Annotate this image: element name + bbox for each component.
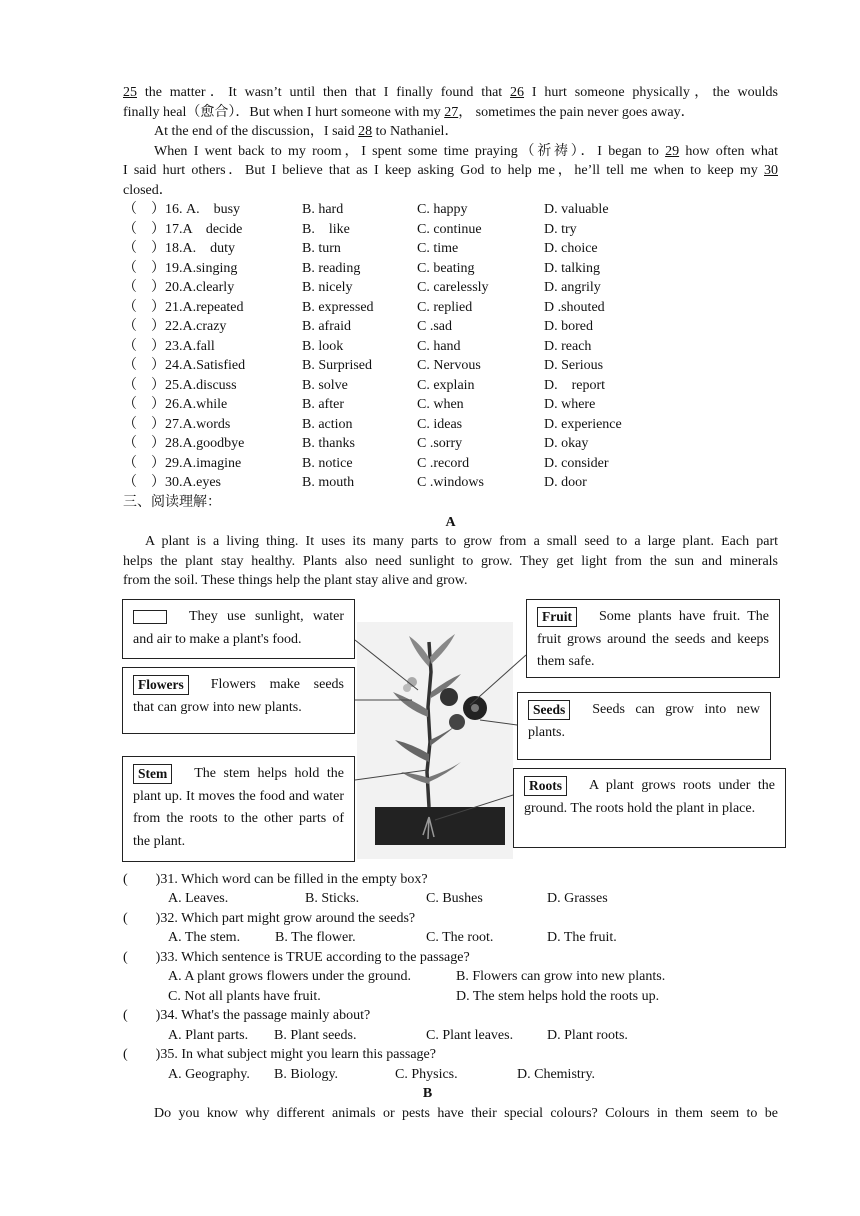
empty-label-box [133, 610, 167, 624]
text: Flowers make seeds that can grow into new plants. [133, 677, 344, 715]
cloze-option-d[interactable]: D. choice [544, 241, 598, 256]
text: I hurt someone physically，the woulds [524, 85, 778, 100]
cloze-option-c[interactable]: C. happy [417, 202, 468, 217]
q34-option-a[interactable]: A. Plant parts. [168, 1028, 249, 1043]
text: I said hurt others．But I believe that as I keep asking God to help me，he’ll tell me when to keep my [123, 163, 764, 178]
blank-25: 25 [123, 85, 137, 100]
cloze-question-option-a[interactable]: （ ）26.A.while [123, 397, 228, 412]
cloze-option-c[interactable]: C. ideas [417, 416, 463, 432]
text: the matter．It wasn’t until then that I finally found that [137, 85, 511, 100]
text: The stem helps hold the plant up. It moves the food and water from the roots to the other parts of the plant. [133, 766, 344, 849]
fruit-label: Fruit [537, 607, 577, 627]
cloze-option-c[interactable]: C. replied [417, 299, 473, 315]
cloze-question-option-a[interactable]: （ ）28.A.goodbye [123, 436, 245, 451]
cloze-option-c[interactable]: C .sad [417, 319, 452, 334]
passage-b-line-1: Do you know why different animals or pests have their special colours? Colours in them seem to be [154, 1106, 778, 1121]
cloze-question-option-a[interactable]: （ ）25.A.discuss [123, 377, 237, 393]
cloze-option-d[interactable]: D. where [544, 397, 596, 412]
passage-a-line-3: from the soil. These things help the plant stay alive and grow. [123, 573, 468, 588]
cloze-option-b[interactable]: B. nicely [302, 280, 353, 295]
q31-option-b[interactable]: B. Sticks. [305, 891, 360, 906]
text: finally heal（愈合）．But when I hurt someone with my [123, 105, 445, 120]
text: They use sunlight, water and air to make a plant's food. [133, 609, 344, 647]
cloze-question-option-a[interactable]: （ ）17.A decide [123, 221, 243, 237]
roots-label: Roots [524, 776, 567, 796]
q31-option-a[interactable]: A. Leaves. [168, 891, 229, 906]
flowers-label: Flowers [133, 675, 189, 695]
cloze-option-b[interactable]: B. solve [302, 377, 348, 393]
cloze-option-b[interactable]: B. reading [302, 260, 361, 276]
text: to Nathaniel． [372, 124, 459, 139]
cloze-option-c[interactable]: C. explain [417, 377, 475, 393]
text: ， sometimes the pain never goes away． [458, 105, 695, 120]
q35-option-b[interactable]: B. Biology. [274, 1067, 339, 1082]
cloze-option-c[interactable]: C. Nervous [417, 358, 481, 373]
blank-30: 30 [764, 163, 778, 178]
cloze-option-b[interactable]: B. after [302, 397, 344, 412]
cloze-option-d[interactable]: D. okay [544, 436, 589, 451]
cloze-option-c[interactable]: C. continue [417, 221, 482, 237]
cloze-question-option-a[interactable]: （ ）27.A.words [123, 416, 231, 432]
q33-option-b[interactable]: B. Flowers can grow into new plants. [456, 969, 666, 984]
cloze-option-d[interactable]: D. experience [544, 416, 622, 432]
passage-a-line-1: A plant is a living thing. It uses its many parts to grow from a small seed to a large plant. Each part [145, 534, 778, 549]
cloze-option-d[interactable]: D. bored [544, 319, 593, 334]
cloze-option-c[interactable]: C .windows [417, 475, 484, 490]
q31-option-c[interactable]: C. Bushes [426, 891, 483, 906]
cloze-question-option-a[interactable]: （ ）22.A.crazy [123, 319, 227, 334]
section-heading: 三、阅读理解： [123, 495, 221, 510]
text: A plant grows roots under the ground. The roots hold the plant in place. [524, 778, 775, 816]
cloze-option-d[interactable]: D. door [544, 475, 587, 490]
stem-label: Stem [133, 764, 172, 784]
cloze-question-option-a[interactable]: （ ）23.A.fall [123, 338, 215, 354]
cloze-option-c[interactable]: C .record [417, 455, 470, 471]
question-32: ( )32. Which part might grow around the seeds? [123, 911, 416, 926]
cloze-option-d[interactable]: D. angrily [544, 280, 601, 295]
passage-a-line-2: helps the plant stay healthy. Plants also need sunlight to grow. They get light from the sun and minerals [123, 554, 778, 569]
q31-option-d[interactable]: D. Grasses [547, 891, 608, 906]
passage-line-6: closed． [123, 183, 173, 198]
q33-option-d[interactable]: D. The stem helps hold the roots up. [456, 989, 660, 1004]
cloze-question-option-a[interactable]: （ ）16. A. busy [123, 202, 241, 217]
question-33: ( )33. Which sentence is TRUE according to the passage? [123, 950, 470, 965]
q34-option-c[interactable]: C. Plant leaves. [426, 1028, 514, 1043]
cloze-option-b[interactable]: B. thanks [302, 436, 355, 451]
cloze-option-b[interactable]: B. afraid [302, 319, 351, 334]
q32-option-c[interactable]: C. The root. [426, 930, 494, 945]
blank-28: 28 [358, 124, 373, 139]
cloze-option-d[interactable]: D. report [544, 377, 606, 393]
cloze-question-option-a[interactable]: （ ）29.A.imagine [123, 455, 242, 471]
passage-a-heading: A [445, 515, 456, 530]
q35-option-d[interactable]: D. Chemistry. [517, 1067, 596, 1082]
cloze-question-option-a[interactable]: （ ）19.A.singing [123, 260, 238, 276]
roots-box [513, 768, 786, 848]
text: how often what [679, 144, 778, 159]
cloze-option-d[interactable]: D. talking [544, 260, 600, 276]
q33-option-a[interactable]: A. A plant grows flowers under the ground. [168, 969, 412, 984]
cloze-option-b[interactable]: B. look [302, 338, 344, 354]
cloze-option-d[interactable]: D. consider [544, 455, 609, 471]
cloze-question-option-a[interactable]: （ ）20.A.clearly [123, 280, 235, 295]
question-34: ( )34. What's the passage mainly about? [123, 1008, 371, 1023]
text: When I went back to my room，I spent some time praying（祈祷）．I began to [154, 144, 666, 159]
cloze-option-d[interactable]: D. try [544, 221, 577, 237]
cloze-option-b[interactable]: B. action [302, 416, 353, 432]
cloze-option-b[interactable]: B. Surprised [302, 358, 372, 373]
flowers-box [122, 667, 355, 734]
cloze-option-b[interactable]: B. mouth [302, 475, 355, 490]
q34-option-d[interactable]: D. Plant roots. [547, 1028, 628, 1043]
q35-option-a[interactable]: A. Geography. [168, 1067, 250, 1082]
text: At the end of the discussion，I said [154, 124, 359, 139]
cloze-option-b[interactable]: B. turn [302, 241, 341, 256]
seeds-label: Seeds [528, 700, 570, 720]
q34-option-b[interactable]: B. Plant seeds. [274, 1028, 357, 1043]
cloze-option-c[interactable]: C. carelessly [417, 280, 489, 295]
leaves-box [122, 599, 355, 659]
cloze-option-c[interactable]: C. time [417, 241, 459, 256]
q32-option-a[interactable]: A. The stem. [168, 930, 241, 945]
cloze-option-b[interactable]: B. like [302, 221, 350, 237]
text: Some plants have fruit. The fruit grows around the seeds and keeps them safe. [537, 609, 769, 669]
cloze-option-c[interactable]: C .sorry [417, 436, 463, 451]
cloze-question-option-a[interactable]: （ ）24.A.Satisfied [123, 358, 246, 373]
seeds-box [517, 692, 771, 760]
cloze-option-c[interactable]: C. when [417, 397, 464, 412]
cloze-option-d[interactable]: D. Serious [544, 358, 604, 373]
cloze-question-option-a[interactable]: （ ）18.A. duty [123, 241, 235, 256]
question-35: ( )35. In what subject might you learn this passage? [123, 1047, 436, 1062]
cloze-option-d[interactable]: D. valuable [544, 202, 609, 217]
question-31: ( )31. Which word can be filled in the empty box? [123, 872, 428, 887]
q33-option-c[interactable]: C. Not all plants have fruit. [168, 989, 321, 1004]
fruit-box [526, 599, 780, 678]
q35-option-c[interactable]: C. Physics. [395, 1067, 458, 1082]
cloze-question-option-a[interactable]: （ ）21.A.repeated [123, 299, 244, 315]
blank-29: 29 [665, 144, 680, 159]
cloze-option-c[interactable]: C. beating [417, 260, 475, 276]
q32-option-b[interactable]: B. The flower. [275, 930, 356, 945]
text: Seeds can grow into new plants. [528, 702, 760, 740]
stem-box [122, 756, 355, 862]
cloze-option-b[interactable]: B. hard [302, 202, 344, 217]
cloze-option-d[interactable]: D. reach [544, 338, 592, 354]
q32-option-d[interactable]: D. The fruit. [547, 930, 617, 945]
cloze-option-c[interactable]: C. hand [417, 338, 461, 354]
blank-26: 26 [510, 85, 525, 100]
blank-27: 27 [444, 105, 459, 120]
cloze-option-b[interactable]: B. expressed [302, 299, 374, 315]
cloze-option-d[interactable]: D .shouted [544, 299, 605, 315]
cloze-question-option-a[interactable]: （ ）30.A.eyes [123, 475, 221, 490]
passage-b-heading: B [422, 1086, 433, 1101]
cloze-option-b[interactable]: B. notice [302, 455, 353, 471]
